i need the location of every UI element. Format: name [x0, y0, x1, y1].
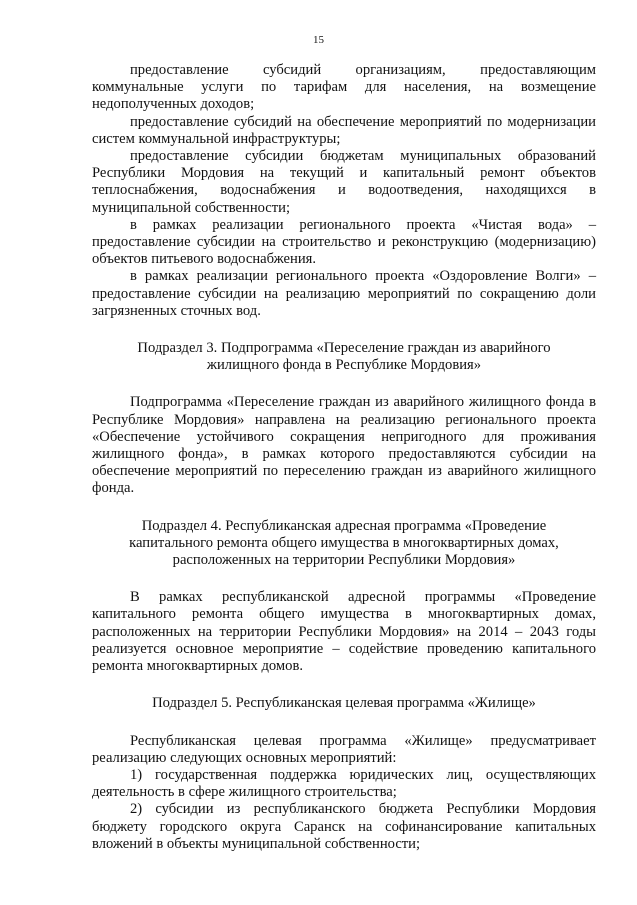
section-heading: Подраздел 3. Подпрограмма «Переселение граждан из аварийного жилищного фонда в Республике Мордовия»	[137, 340, 551, 374]
section-heading: Подраздел 5. Республиканская целевая программа «Жилище»	[152, 695, 536, 712]
spacer	[92, 675, 596, 695]
paragraph: предоставление субсидий на обеспечение мероприятий по модернизации систем коммунальной инфраструктуры;	[92, 113, 596, 147]
paragraph: в рамках реализации регионального проекта «Чистая вода» – предоставление субсидии на строительство и реконструкцию (модернизацию) объектов питьевого водоснабжения.	[92, 216, 596, 268]
paragraph: Республиканская целевая программа «Жилище» предусматривает реализацию следующих основных мероприятий:	[92, 732, 596, 766]
spacer	[92, 374, 596, 394]
document-body	[92, 62, 596, 853]
paragraph: предоставление субсидии бюджетам муниципальных образований Республики Мордовия на текущий и капитальный ремонт объектов теплоснабжения, водоснабжения и водоотведения, находящихся в муниципальной собственности;	[92, 148, 596, 216]
section-heading: Подраздел 4. Республиканская адресная программа «Проведение капитального ремонта общего имущества в многоквартирных домах, расположенных на территории Республики Мордовия»	[129, 517, 559, 569]
paragraph: Подпрограмма «Переселение граждан из аварийного жилищного фонда в Республике Мордовия» направлена на реализацию регионального проекта «Обеспечение устойчивого сокращения непригодного для проживания жилищного фонда», в рамках которого предоставляются субсидии на обеспечение мероприятий по переселению граждан из аварийного жилищного фонда.	[92, 394, 596, 497]
spacer	[92, 498, 596, 518]
paragraph: В рамках республиканской адресной программы «Проведение капитального ремонта общего имущества в многоквартирных домах, расположенных на территории Республики Мордовия» на 2014 – 2043 годы реализуется основное мероприятие – содействие проведению капитального ремонта многоквартирных домов.	[92, 589, 596, 675]
paragraph: 2) субсидии из республиканского бюджета Республики Мордовия бюджету городского округа Саранск на софинансирование капитальных вложений в объекты муниципальной собственности;	[92, 801, 596, 852]
spacer	[92, 320, 596, 340]
spacer	[92, 713, 596, 733]
page-number: 15	[313, 34, 324, 46]
paragraph: предоставление субсидий организациям, предоставляющим коммунальные услуги по тарифам для населения, на возмещение недополученных доходов;	[92, 62, 596, 113]
paragraph: 1) государственная поддержка юридических лиц, осуществляющих деятельность в сфере жилищного строительства;	[92, 766, 596, 801]
paragraph: в рамках реализации регионального проекта «Оздоровление Волги» – предоставление субсидии на реализацию мероприятий по сокращению доли загрязненных сточных вод.	[92, 268, 596, 319]
spacer	[92, 569, 596, 589]
